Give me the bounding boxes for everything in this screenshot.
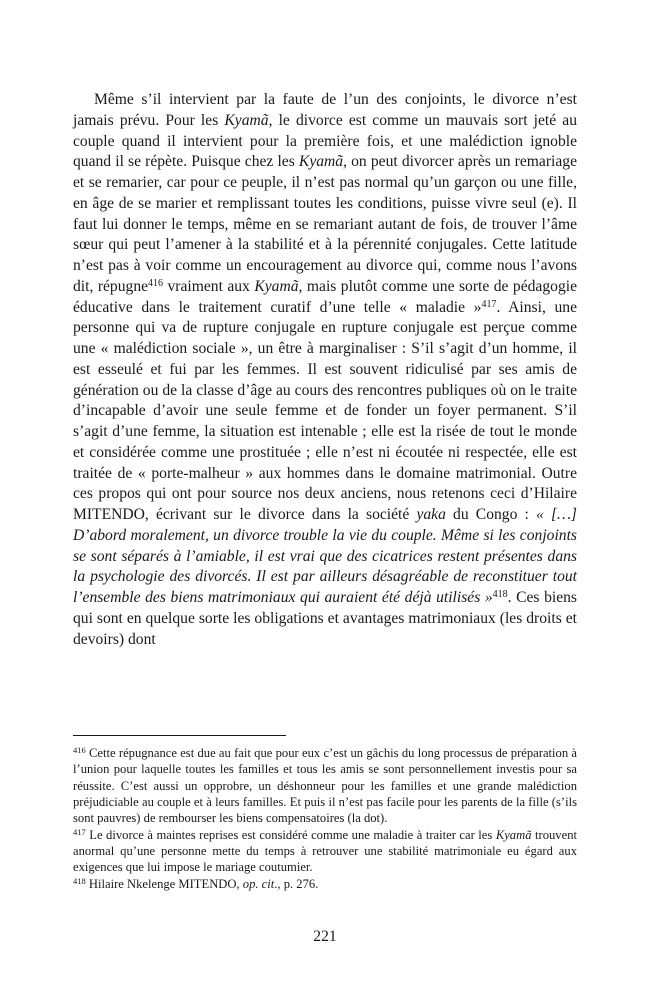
footnote-ref: 416 [148,277,164,289]
footnote-separator [73,735,286,736]
footnote-number: 417 [73,826,86,837]
page-body [73,90,577,650]
footnotes [73,745,577,892]
footnote-417 [73,827,577,876]
footnote-number: 416 [73,745,86,755]
footnote-ref: 418 [492,589,508,600]
footnote-ref: 417 [481,298,497,310]
footnote-text: Cette répugnance est due au fait que pour eux c’est un gâchis du long processus de préparation à l’union pour laquelle toutes les familles et tous les amis se sont personnellement investis pour sa réussite. C’est aussi un opprobre, un déshonneur pour les familles et une grande malédiction préjudiciable au couple et à leurs familles. Et puis il n’est pas facile pour les parents de la fille (s’ils sont pauvres) de rembourser les biens compensatoires (la dot). [73,746,577,826]
main-paragraph: Même s’il intervient par la faute de l’un des conjoints, le divorce n’est jamais prévu. Pour les Kyamã, le divorce est comme un mauvais sort jeté au couple quand il intervient pour la première fois, et une malédiction ignoble quand il se répète. Puisque chez les Kyamã, on peut divorcer après un remariage et se remarier, car pour ce peuple, il n’est pas normal qu’un garçon ou une fille, en âge de se marier et remplissant toutes les conditions, puisse vivre seul (e). Il faut lui donner le temps, même en se remariant autant de fois, de trouver l’âme sœur qui peut l’amener à la stabilité et à la pérennité conjugales. Cette latitude n’est pas à voir comme un encouragement au divorce qui, comme nous l’avons dit, répugne$^{416}$ vraiment aux Kyamã, mais plutôt comme une sorte de pédagogie éducative dans le traitement curatif d’une telle « maladie »$^{417}$. Ainsi, une personne qui va de rupture conjugale en rupture conjugale est perçue comme une « malédiction sociale », un être à marginaliser : S’il s’agit d’un homme, il est esseulé et fui par les femmes. Il est souvent ridiculisé par ses amis de génération ou de la classe d’âge au cours des rencontres publiques où on le traite d’incapable d’avoir une seule femme et de fonder un foyer permanent. S’il s’agit d’une femme, la situation est intenable ; elle est la risée de tout le monde et considérée comme une prostituée ; elle n’est ni écoutée ni respectée, elle est traitée de « porte-malheur » aux hommes dans le domaine matrimonial. Outre ces propos qui ont pour source nos deux anciens, nous retenons ceci d’Hilaire MITENDO, écrivant sur le divorce dans la société yaka du Congo : « […] D’abord moralement, un divorce trouble la vie du couple. Même si les conjoints se sont séparés à l’amiable, il est vrai que des cicatrices restent présentes dans la psychologie des divorcés. Il est par ailleurs désagréable de reconstituer tout l’ensemble des biens matrimoniaux qui auraient été déjà utilisés »$^{418}$. Ces biens qui sont en quelque sorte les obligations et avantages matrimoniaux (les droits et devoirs) dont [73,91,577,648]
footnote-text: Hilaire Nkelenge MITENDO, op. cit., p. 276. [85,876,319,891]
page-number: 221 [313,928,337,945]
footnote-text: Le divorce à maintes reprises est considéré comme une maladie à traiter car les Kyamã trouvent anormal qu’une personne mette du temps à retrouver une stabilité matrimoniale eu égard aux exigences que lui impose le mariage coutumier. [73,827,577,875]
footnote-416 [73,745,577,827]
footnote-number: 418 [73,875,86,886]
footnote-418 [73,876,577,892]
